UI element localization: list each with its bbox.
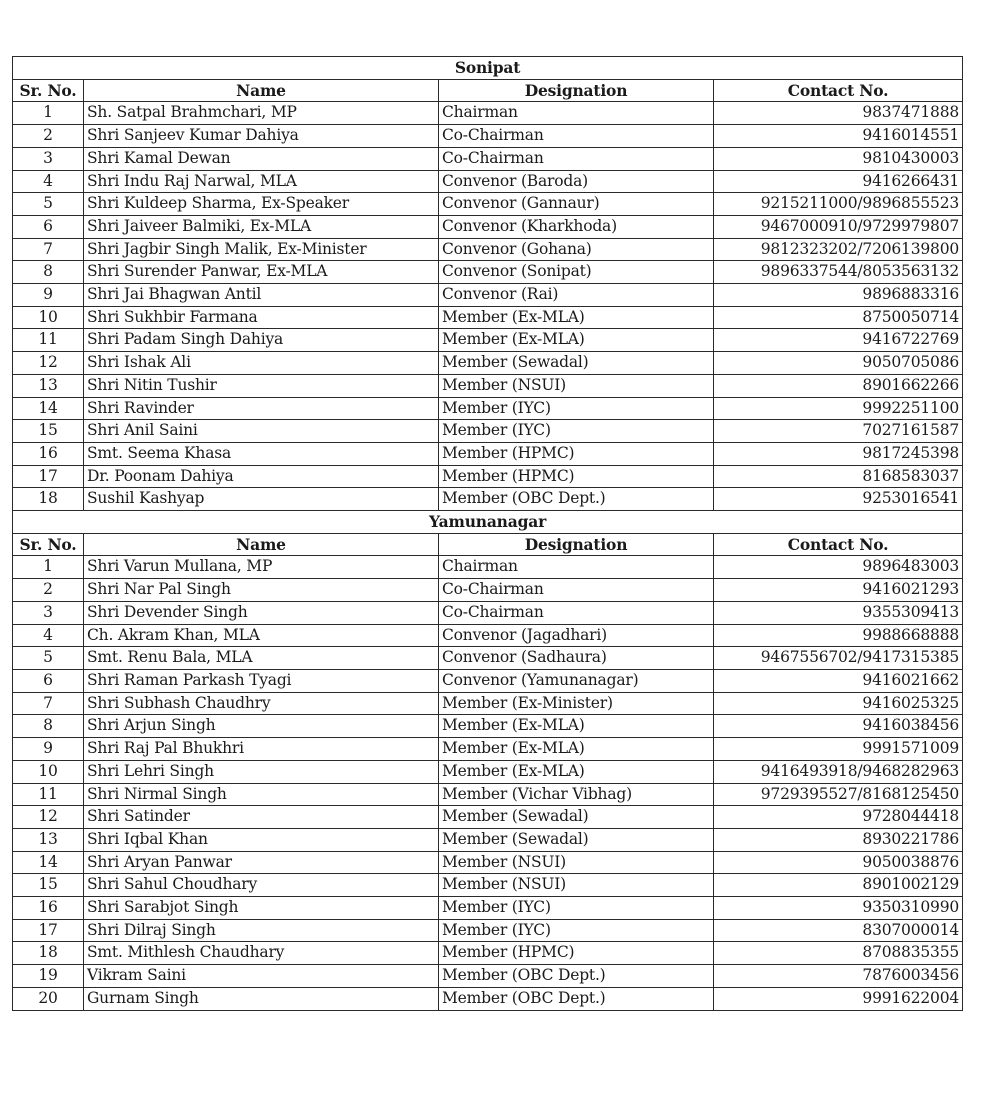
contact-cell: 9050705086 <box>714 352 963 375</box>
column-header-sr: Sr. No. <box>13 533 84 556</box>
contact-cell: 8930221786 <box>714 828 963 851</box>
name-cell: Vikram Saini <box>84 965 439 988</box>
contact-cell: 9896483003 <box>714 556 963 579</box>
contact-cell: 9467556702/9417315385 <box>714 647 963 670</box>
table-row <box>13 806 963 829</box>
designation-cell: Member (OBC Dept.) <box>439 488 714 511</box>
name-cell: Shri Aryan Panwar <box>84 851 439 874</box>
section-title: Yamunanagar <box>13 511 963 534</box>
sr-no-cell: 12 <box>13 352 84 375</box>
table-row <box>13 738 963 761</box>
committee-document <box>12 56 962 1011</box>
sr-no-cell: 19 <box>13 965 84 988</box>
sr-no-cell: 6 <box>13 215 84 238</box>
name-cell: Shri Anil Saini <box>84 420 439 443</box>
contact-cell: 9991571009 <box>714 738 963 761</box>
table-row <box>13 215 963 238</box>
sr-no-cell: 14 <box>13 851 84 874</box>
table-row <box>13 647 963 670</box>
designation-cell: Member (NSUI) <box>439 874 714 897</box>
name-cell: Smt. Seema Khasa <box>84 442 439 465</box>
contact-cell: 9896883316 <box>714 284 963 307</box>
designation-cell: Member (IYC) <box>439 897 714 920</box>
table-row <box>13 965 963 988</box>
column-header-name: Name <box>84 533 439 556</box>
name-cell: Shri Devender Singh <box>84 601 439 624</box>
sr-no-cell: 13 <box>13 828 84 851</box>
sr-no-cell: 20 <box>13 987 84 1010</box>
sr-no-cell: 9 <box>13 738 84 761</box>
contact-cell: 9416493918/9468282963 <box>714 760 963 783</box>
name-cell: Shri Sukhbir Farmana <box>84 306 439 329</box>
sr-no-cell: 10 <box>13 760 84 783</box>
designation-cell: Member (HPMC) <box>439 442 714 465</box>
contact-cell: 9215211000/9896855523 <box>714 193 963 216</box>
name-cell: Shri Kuldeep Sharma, Ex-Speaker <box>84 193 439 216</box>
table-row <box>13 897 963 920</box>
contact-cell: 9817245398 <box>714 442 963 465</box>
contact-cell: 8307000014 <box>714 919 963 942</box>
contact-cell: 9416025325 <box>714 692 963 715</box>
designation-cell: Convenor (Kharkhoda) <box>439 215 714 238</box>
sr-no-cell: 3 <box>13 147 84 170</box>
contact-cell: 9467000910/9729979807 <box>714 215 963 238</box>
designation-cell: Member (IYC) <box>439 397 714 420</box>
table-row <box>13 352 963 375</box>
name-cell: Shri Sahul Choudhary <box>84 874 439 897</box>
contact-cell: 9812323202/7206139800 <box>714 238 963 261</box>
contact-cell: 8750050714 <box>714 306 963 329</box>
name-cell: Shri Ishak Ali <box>84 352 439 375</box>
column-header-row <box>13 79 963 102</box>
sr-no-cell: 1 <box>13 102 84 125</box>
name-cell: Shri Iqbal Khan <box>84 828 439 851</box>
designation-cell: Convenor (Jagadhari) <box>439 624 714 647</box>
name-cell: Shri Varun Mullana, MP <box>84 556 439 579</box>
table-row <box>13 942 963 965</box>
table-row <box>13 261 963 284</box>
sr-no-cell: 17 <box>13 465 84 488</box>
contact-cell: 9810430003 <box>714 147 963 170</box>
name-cell: Shri Nirmal Singh <box>84 783 439 806</box>
name-cell: Shri Subhash Chaudhry <box>84 692 439 715</box>
contact-cell: 8901002129 <box>714 874 963 897</box>
table-row <box>13 374 963 397</box>
designation-cell: Co-Chairman <box>439 579 714 602</box>
section-title-row <box>13 57 963 80</box>
table-row <box>13 601 963 624</box>
table-row <box>13 987 963 1010</box>
column-header-contact: Contact No. <box>714 79 963 102</box>
contact-cell: 7027161587 <box>714 420 963 443</box>
contact-cell: 9416266431 <box>714 170 963 193</box>
table-row <box>13 284 963 307</box>
designation-cell: Member (Ex-MLA) <box>439 715 714 738</box>
sr-no-cell: 6 <box>13 669 84 692</box>
sr-no-cell: 14 <box>13 397 84 420</box>
sr-no-cell: 8 <box>13 715 84 738</box>
designation-cell: Member (HPMC) <box>439 465 714 488</box>
contact-cell: 8901662266 <box>714 374 963 397</box>
name-cell: Shri Lehri Singh <box>84 760 439 783</box>
section-title: Sonipat <box>13 57 963 80</box>
contact-cell: 9416038456 <box>714 715 963 738</box>
column-header-sr: Sr. No. <box>13 79 84 102</box>
sr-no-cell: 17 <box>13 919 84 942</box>
contact-cell: 9896337544/8053563132 <box>714 261 963 284</box>
table-row <box>13 442 963 465</box>
table-row <box>13 579 963 602</box>
name-cell: Dr. Poonam Dahiya <box>84 465 439 488</box>
designation-cell: Member (Sewadal) <box>439 828 714 851</box>
table-row <box>13 397 963 420</box>
designation-cell: Member (Sewadal) <box>439 352 714 375</box>
sr-no-cell: 1 <box>13 556 84 579</box>
sr-no-cell: 3 <box>13 601 84 624</box>
sr-no-cell: 8 <box>13 261 84 284</box>
table-row <box>13 624 963 647</box>
sr-no-cell: 16 <box>13 442 84 465</box>
sr-no-cell: 18 <box>13 942 84 965</box>
name-cell: Shri Raj Pal Bhukhri <box>84 738 439 761</box>
table-row <box>13 851 963 874</box>
sr-no-cell: 15 <box>13 420 84 443</box>
sr-no-cell: 4 <box>13 170 84 193</box>
sr-no-cell: 4 <box>13 624 84 647</box>
designation-cell: Member (OBC Dept.) <box>439 987 714 1010</box>
column-header-contact: Contact No. <box>714 533 963 556</box>
table-row <box>13 874 963 897</box>
table-row <box>13 783 963 806</box>
table-row <box>13 715 963 738</box>
name-cell: Shri Satinder <box>84 806 439 829</box>
contact-cell: 9416014551 <box>714 125 963 148</box>
designation-cell: Member (NSUI) <box>439 374 714 397</box>
contact-cell: 9416021662 <box>714 669 963 692</box>
sr-no-cell: 15 <box>13 874 84 897</box>
name-cell: Shri Sarabjot Singh <box>84 897 439 920</box>
table-row <box>13 669 963 692</box>
designation-cell: Member (Ex-MLA) <box>439 738 714 761</box>
contact-cell: 8708835355 <box>714 942 963 965</box>
designation-cell: Member (NSUI) <box>439 851 714 874</box>
table-row <box>13 102 963 125</box>
contact-cell: 9355309413 <box>714 601 963 624</box>
contact-cell: 9253016541 <box>714 488 963 511</box>
contact-cell: 9350310990 <box>714 897 963 920</box>
name-cell: Shri Kamal Dewan <box>84 147 439 170</box>
column-header-designation: Designation <box>439 533 714 556</box>
column-header-row <box>13 533 963 556</box>
designation-cell: Chairman <box>439 556 714 579</box>
designation-cell: Member (Ex-Minister) <box>439 692 714 715</box>
sr-no-cell: 7 <box>13 692 84 715</box>
designation-cell: Member (Ex-MLA) <box>439 306 714 329</box>
sr-no-cell: 5 <box>13 193 84 216</box>
table-row <box>13 170 963 193</box>
table-row <box>13 329 963 352</box>
name-cell: Shri Surender Panwar, Ex-MLA <box>84 261 439 284</box>
contact-cell: 9988668888 <box>714 624 963 647</box>
name-cell: Shri Raman Parkash Tyagi <box>84 669 439 692</box>
designation-cell: Member (Ex-MLA) <box>439 329 714 352</box>
designation-cell: Member (IYC) <box>439 919 714 942</box>
designation-cell: Member (Sewadal) <box>439 806 714 829</box>
section-title-row <box>13 511 963 534</box>
sr-no-cell: 16 <box>13 897 84 920</box>
sr-no-cell: 10 <box>13 306 84 329</box>
committee-table <box>12 56 963 1011</box>
sr-no-cell: 13 <box>13 374 84 397</box>
sr-no-cell: 18 <box>13 488 84 511</box>
designation-cell: Member (Vichar Vibhag) <box>439 783 714 806</box>
name-cell: Shri Padam Singh Dahiya <box>84 329 439 352</box>
contact-cell: 9050038876 <box>714 851 963 874</box>
designation-cell: Member (OBC Dept.) <box>439 965 714 988</box>
contact-cell: 9837471888 <box>714 102 963 125</box>
designation-cell: Member (HPMC) <box>439 942 714 965</box>
sr-no-cell: 2 <box>13 579 84 602</box>
name-cell: Gurnam Singh <box>84 987 439 1010</box>
contact-cell: 7876003456 <box>714 965 963 988</box>
contact-cell: 9992251100 <box>714 397 963 420</box>
designation-cell: Convenor (Baroda) <box>439 170 714 193</box>
contact-cell: 9416722769 <box>714 329 963 352</box>
name-cell: Shri Sanjeev Kumar Dahiya <box>84 125 439 148</box>
designation-cell: Convenor (Yamunanagar) <box>439 669 714 692</box>
name-cell: Sushil Kashyap <box>84 488 439 511</box>
sr-no-cell: 11 <box>13 329 84 352</box>
table-row <box>13 465 963 488</box>
contact-cell: 9416021293 <box>714 579 963 602</box>
table-row <box>13 828 963 851</box>
name-cell: Shri Arjun Singh <box>84 715 439 738</box>
contact-cell: 9728044418 <box>714 806 963 829</box>
contact-cell: 9729395527/8168125450 <box>714 783 963 806</box>
name-cell: Shri Jai Bhagwan Antil <box>84 284 439 307</box>
name-cell: Shri Indu Raj Narwal, MLA <box>84 170 439 193</box>
table-row <box>13 760 963 783</box>
name-cell: Shri Jaiveer Balmiki, Ex-MLA <box>84 215 439 238</box>
sr-no-cell: 5 <box>13 647 84 670</box>
designation-cell: Convenor (Gohana) <box>439 238 714 261</box>
sr-no-cell: 7 <box>13 238 84 261</box>
sr-no-cell: 12 <box>13 806 84 829</box>
designation-cell: Member (Ex-MLA) <box>439 760 714 783</box>
designation-cell: Co-Chairman <box>439 125 714 148</box>
name-cell: Smt. Mithlesh Chaudhary <box>84 942 439 965</box>
name-cell: Sh. Satpal Brahmchari, MP <box>84 102 439 125</box>
table-row <box>13 306 963 329</box>
name-cell: Shri Jagbir Singh Malik, Ex-Minister <box>84 238 439 261</box>
sr-no-cell: 11 <box>13 783 84 806</box>
table-row <box>13 556 963 579</box>
name-cell: Smt. Renu Bala, MLA <box>84 647 439 670</box>
table-row <box>13 488 963 511</box>
table-row <box>13 193 963 216</box>
designation-cell: Co-Chairman <box>439 601 714 624</box>
designation-cell: Convenor (Sonipat) <box>439 261 714 284</box>
name-cell: Shri Nar Pal Singh <box>84 579 439 602</box>
column-header-name: Name <box>84 79 439 102</box>
name-cell: Shri Ravinder <box>84 397 439 420</box>
designation-cell: Co-Chairman <box>439 147 714 170</box>
column-header-designation: Designation <box>439 79 714 102</box>
table-row <box>13 919 963 942</box>
designation-cell: Convenor (Sadhaura) <box>439 647 714 670</box>
name-cell: Ch. Akram Khan, MLA <box>84 624 439 647</box>
designation-cell: Member (IYC) <box>439 420 714 443</box>
name-cell: Shri Dilraj Singh <box>84 919 439 942</box>
designation-cell: Chairman <box>439 102 714 125</box>
designation-cell: Convenor (Rai) <box>439 284 714 307</box>
table-row <box>13 420 963 443</box>
sr-no-cell: 9 <box>13 284 84 307</box>
table-row <box>13 238 963 261</box>
contact-cell: 9991622004 <box>714 987 963 1010</box>
sr-no-cell: 2 <box>13 125 84 148</box>
name-cell: Shri Nitin Tushir <box>84 374 439 397</box>
table-row <box>13 147 963 170</box>
table-row <box>13 125 963 148</box>
table-row <box>13 692 963 715</box>
contact-cell: 8168583037 <box>714 465 963 488</box>
designation-cell: Convenor (Gannaur) <box>439 193 714 216</box>
